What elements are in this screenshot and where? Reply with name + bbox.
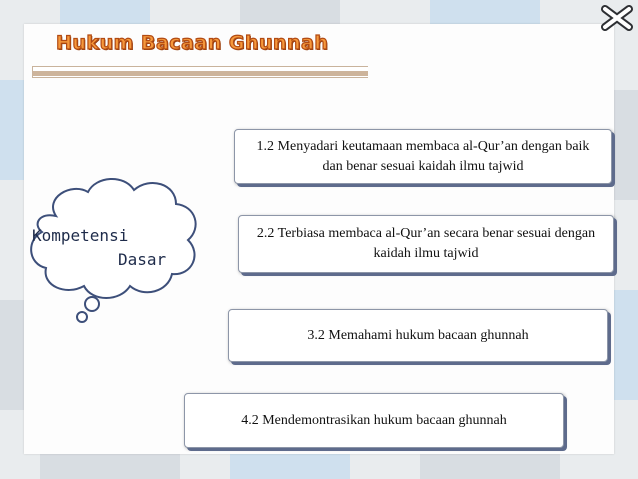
competency-text-4: 4.2 Mendemontrasikan hukum bacaan ghunnah [241,412,507,428]
bg-tile [40,454,180,479]
competency-card-4[interactable] [184,393,564,448]
bg-tile [614,290,638,400]
bg-tile [430,0,540,24]
competency-card-3[interactable] [228,309,608,362]
competency-text-3: 3.2 Memahami hukum bacaan ghunnah [307,327,529,343]
competency-card-2[interactable] [238,215,614,273]
page-title: Hukum Bacaan Ghunnah [56,32,329,54]
competency-text-2: 2.2 Terbiasa membaca al-Qur’an secara benar sesuai dengan kaidah ilmu tajwid [256,226,596,261]
bg-tile [0,80,24,180]
thought-cloud [26,168,206,328]
competency-card-1[interactable] [234,129,612,184]
cloud-label-line2: Dasar [118,250,167,269]
bg-tile [60,0,150,24]
bg-tile [230,454,350,479]
cloud-label-line1: Kompetensi [32,226,129,245]
competency-text-1: 1.2 Menyadari keutamaan membaca al-Qur’an dengan baik dan benar sesuai kaidah ilmu tajwid [256,138,590,174]
close-button[interactable] [600,4,634,32]
bg-tile [240,0,340,24]
bg-tile [420,454,560,479]
close-icon [600,4,634,32]
bg-tile [614,90,638,200]
bg-tile [0,300,24,410]
title-underline [32,66,368,78]
